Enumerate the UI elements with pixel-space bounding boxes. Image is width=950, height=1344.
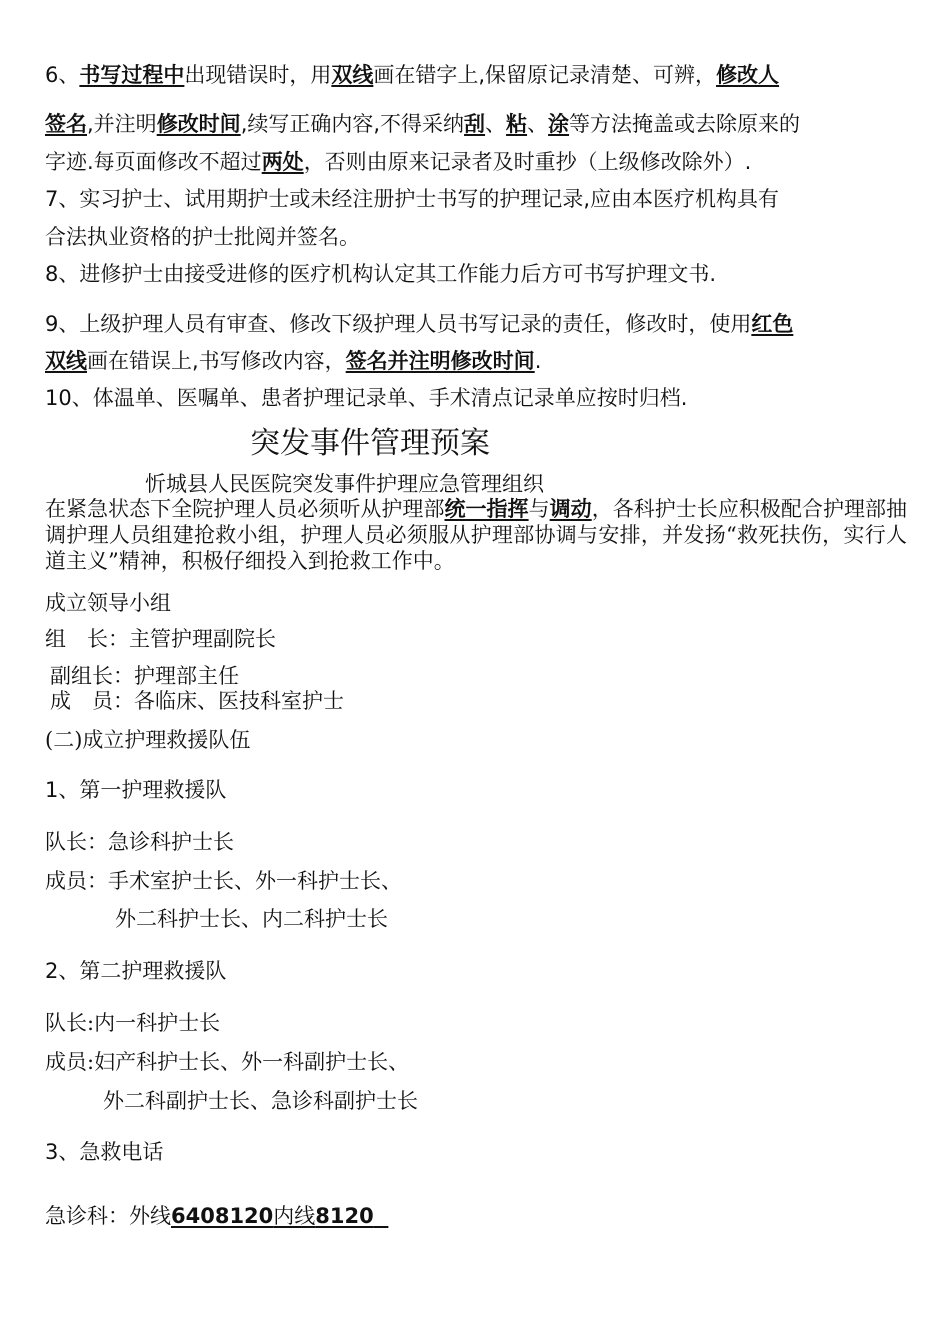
leadership-deputy: 副组长：护理部主任 — [50, 664, 239, 688]
rule-10: 10、体温单、医嘱单、患者护理记录单、手术清点记录单应按时归档. — [45, 386, 688, 410]
rule-9-line-2: 双线画在错误上,书写修改内容，签名并注明修改时间. — [45, 349, 542, 373]
rule-8: 8、进修护士由接受进修的医疗机构认定其工作能力后方可书写护理文书. — [45, 262, 717, 286]
team-1-members-1: 成员：手术室护士长、外一科护士长、 — [45, 869, 402, 893]
rule-6-line-2: 签名,并注明修改时间,续写正确内容,不得采纳刮、粘、涂等方法掩盖或去除原来的 — [45, 112, 801, 136]
rule-6-line-1: 6、书写过程中出现错误时，用双线画在错字上,保留原记录清楚、可辨，修改人 — [45, 63, 780, 87]
emphasis-paste: 粘 — [506, 112, 528, 136]
emphasis-signature: 签名 — [45, 112, 87, 136]
section-title: 突发事件管理预案 — [250, 426, 490, 461]
phone-line: 急诊科：外线6408120内线8120 — [45, 1204, 374, 1228]
emphasis-double-line: 双线 — [331, 63, 374, 87]
rule-7-line-2: 合法执业资格的护士批阅并签名。 — [45, 225, 360, 249]
team-2-members-1: 成员:妇产科护士长、外一科副护士长、 — [45, 1050, 410, 1074]
phone-external-number: 6408120 — [171, 1204, 274, 1228]
emphasis-writing-process: 书写过程中 — [79, 63, 185, 87]
emphasis-double-line-2: 双线 — [45, 349, 87, 373]
leadership-leader: 组 长：主管护理副院长 — [45, 627, 276, 651]
emphasis-scrape: 刮 — [464, 112, 486, 136]
emphasis-modify-time: 修改时间 — [156, 112, 241, 136]
emphasis-paint: 涂 — [548, 112, 570, 136]
phone-heading: 3、急救电话 — [45, 1140, 164, 1164]
emphasis-red: 红色 — [751, 312, 794, 336]
emphasis-unified-command: 统一指挥 — [444, 496, 529, 521]
intro-paragraph: 在紧急状态下全院护理人员必须听从护理部统一指挥与调动，各科护士长应积极配合护理部抽调护理人员组建抢救小组，护理人员必须服从护理部协调与安排，并发扬“救死扶伤，实行人道主义”精神，积极仔细投入到抢救工作中。 — [45, 496, 908, 573]
team-1-title: 1、第一护理救援队 — [45, 778, 227, 802]
leadership-members: 成 员：各临床、医技科室护士 — [50, 689, 344, 713]
emphasis-modifier: 修改人 — [716, 63, 780, 87]
team-2-members-2: 外二科副护士长、急诊科副护士长 — [103, 1089, 418, 1113]
emphasis-sign-and-time: 签名并注明修改时间 — [345, 349, 535, 373]
emphasis-two-places: 两处 — [261, 150, 304, 174]
rule-7-line-1: 7、实习护士、试用期护士或未经注册护士书写的护理记录,应由本医疗机构具有 — [45, 187, 780, 211]
rescue-heading: (二)成立护理救援队伍 — [45, 728, 251, 752]
team-2-title: 2、第二护理救援队 — [45, 959, 227, 983]
phone-internal-number: 8120 — [315, 1204, 374, 1228]
team-1-members-2: 外二科护士长、内二科护士长 — [115, 907, 388, 931]
team-2-leader: 队长:内一科护士长 — [45, 1011, 221, 1035]
rule-6-line-3: 字迹.每页面修改不超过两处，否则由原来记录者及时重抄（上级修改除外）. — [45, 150, 752, 174]
team-1-leader: 队长：急诊科护士长 — [45, 830, 234, 854]
leadership-heading: 成立领导小组 — [45, 591, 171, 615]
org-title: 忻城县人民医院突发事件护理应急管理组织 — [145, 472, 544, 496]
emphasis-dispatch: 调动 — [549, 496, 592, 521]
rule-9-line-1: 9、上级护理人员有审查、修改下级护理人员书写记录的责任，修改时，使用红色 — [45, 312, 794, 336]
